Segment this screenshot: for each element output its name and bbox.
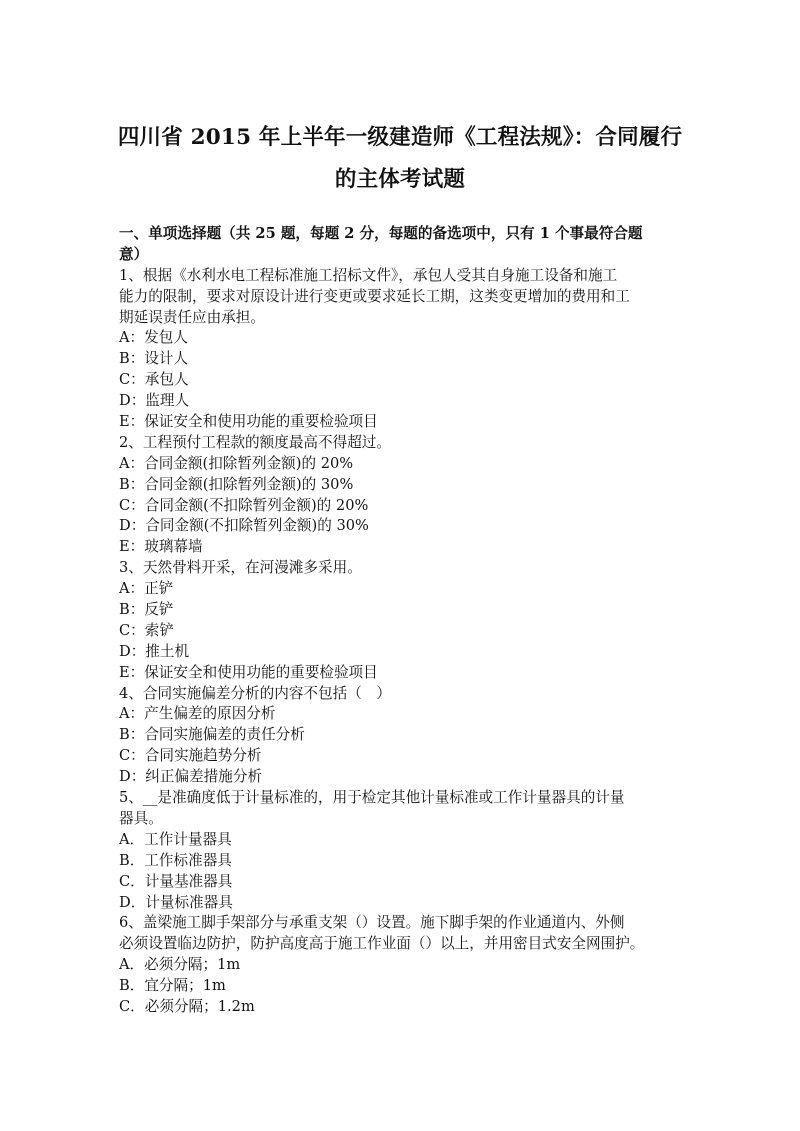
question-list bbox=[119, 224, 689, 1018]
question-text-line: B．工作标准器具 bbox=[119, 851, 232, 869]
question-text-line: C．必须分隔；1.2m bbox=[119, 997, 255, 1015]
question-text-line: 5、__是准确度低于计量标准的，用于检定其他计量标准或工作计量器具的计量 bbox=[119, 789, 625, 807]
question-text-line: C：合同金额(不扣除暂列金额)的 20% bbox=[119, 496, 369, 514]
question-text-line: 6、盖梁施工脚手架部分与承重支架（）设置。施下脚手架的作业通道内、外侧 bbox=[119, 914, 625, 932]
question-text-line: A：产生偏差的原因分析 bbox=[119, 705, 276, 723]
question-text-line: D：合同金额(不扣除暂列金额)的 30% bbox=[119, 517, 369, 535]
section-heading-line: 意） bbox=[119, 245, 149, 263]
question-text-line: 期延误责任应由承担。 bbox=[119, 308, 265, 326]
question-text-line: E：保证安全和使用功能的重要检验项目 bbox=[119, 663, 378, 681]
question-text-line: 1、根据《水利水电工程标准施工招标文件》，承包人受其自身施工设备和施工 bbox=[119, 266, 618, 284]
question-text-line: A：发包人 bbox=[119, 329, 188, 347]
question-text-line: C．计量基准器具 bbox=[119, 872, 233, 890]
question-text-line: B．宜分隔；1m bbox=[119, 977, 226, 995]
question-text-line: B：合同实施偏差的责任分析 bbox=[119, 726, 305, 744]
question-text-line: C：合同实施趋势分析 bbox=[119, 747, 262, 765]
question-text-line: A．必须分隔；1m bbox=[119, 956, 241, 974]
question-text-line: 3、天然骨料开采，在河漫滩多采用。 bbox=[119, 559, 362, 577]
document-title-line-1: 四川省 2015 年上半年一级建造师《工程法规》：合同履行 bbox=[117, 125, 683, 150]
question-text-line: 器具。 bbox=[119, 809, 163, 827]
question-text-line: B：合同金额(扣除暂列金额)的 30% bbox=[119, 475, 354, 493]
question-text-line: 能力的限制，要求对原设计进行变更或要求延长工期，这类变更增加的费用和工 bbox=[119, 287, 630, 305]
question-text-line: C：承包人 bbox=[119, 371, 189, 389]
question-text-line: D：推土机 bbox=[119, 642, 190, 660]
question-text-line: 必须设置临边防护，防护高度高于施工作业面（）以上，并用密目式安全网围护。 bbox=[119, 935, 645, 953]
question-text-line: A：合同金额(扣除暂列金额)的 20% bbox=[119, 454, 354, 472]
question-text-line: C：索铲 bbox=[119, 621, 174, 639]
question-text-line: B：反铲 bbox=[119, 601, 174, 619]
question-text-line: B：设计人 bbox=[119, 350, 189, 368]
question-text-line: E：玻璃幕墙 bbox=[119, 538, 203, 556]
question-text-line: A．工作计量器具 bbox=[119, 830, 232, 848]
question-text-line: D：纠正偏差措施分析 bbox=[119, 768, 263, 786]
question-text-line: A：正铲 bbox=[119, 580, 174, 598]
question-text-line: D：监理人 bbox=[119, 392, 190, 410]
section-heading-line: 一、单项选择题（共 25 题，每题 2 分，每题的备选项中，只有 1 个事最符合题 bbox=[119, 225, 643, 242]
question-text-line: 2、工程预付工程款的额度最高不得超过。 bbox=[119, 433, 391, 451]
question-text-line: 4、合同实施偏差分析的内容不包括（ ） bbox=[119, 684, 391, 702]
document-title-line-2: 的主体考试题 bbox=[334, 167, 466, 192]
question-text-line: E：保证安全和使用功能的重要检验项目 bbox=[119, 413, 378, 431]
question-text-line: D．计量标准器具 bbox=[119, 893, 233, 911]
